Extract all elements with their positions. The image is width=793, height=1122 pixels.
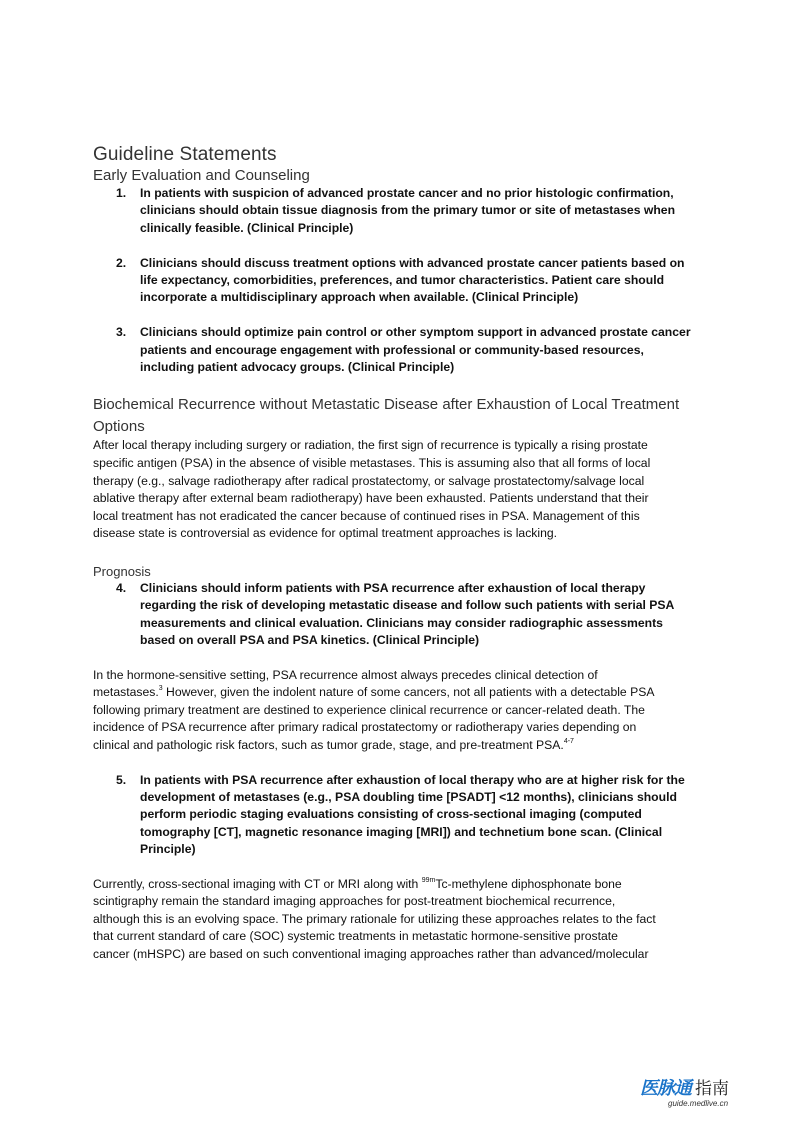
statement-3: 3. Clinicians should optimize pain control or other symptom support in advanced prostate cancer patients and encourage engagement with professional or community-based resources, including patient advocacy groups. (Clinical Principle)	[116, 325, 691, 375]
statement-5: 5. In patients with PSA recurrence after exhaustion of local therapy who are at higher risk for the development of metastases (e.g., PSA doubling time [PSADT] <12 months), clinicians should perform periodic staging evaluations consisting of cross-sectional imaging (computed tomography [CT], magnetic resonance imaging [MRI]) and technetium bone scan. (Clinical Principle)	[116, 772, 685, 857]
prognosis-paragraph-2: Currently, cross-sectional imaging with CT or MRI along with $^{99m}$Tc-methylene diphosphonate bone scintigraphy remain the standard imaging approaches for post-treatment biochemical recurrence, although this is an evolving space. The primary rationale for utilizing these approaches relates to the fact that current standard of care (SOC) systemic treatments in metastatic hormone-sensitive prostate cancer (mHSPC) are based on such conventional imaging approaches rather than advanced/molecular	[93, 876, 656, 961]
logo-mark: 医脉通	[640, 1078, 691, 1099]
spacer	[93, 307, 708, 324]
prognosis-paragraph-1: In the hormone-sensitive setting, PSA recurrence almost always precedes clinical detection of metastases.$^3$ However, given the indolent nature of some cancers, not all patients with a detectable PSA following primary treatment are destined to experience clinical recurrence or cancer-related death. The incidence of PSA recurrence after primary radical prostatectomy or radiotherapy varies depending on clinical and pathologic risk factors, such as tumor grade, stage, and pre-treatment PSA.$^{4-7}$	[93, 667, 655, 752]
statement-list-prognosis-5	[93, 772, 708, 859]
medlive-logo	[640, 1078, 750, 1112]
isotope-superscript: 99m	[421, 876, 436, 884]
statement-list-early	[93, 185, 708, 376]
statement-list-prognosis-4	[93, 580, 708, 650]
citation-superscript: 4-7	[563, 738, 574, 745]
logo-guide-text: 指南	[695, 1079, 729, 1099]
logo-url: guide.medlive.cn	[668, 1099, 729, 1108]
section-heading-biochemical-recurrence: Biochemical Recurrence without Metastatic Disease after Exhaustion of Local Treatment Options	[93, 396, 680, 435]
document-page	[93, 143, 708, 964]
spacer	[93, 237, 708, 254]
page-title: Guideline Statements	[93, 144, 277, 165]
statement-2: 2. Clinicians should discuss treatment options with advanced prostate cancer patients based on life expectancy, comorbidities, preferences, and tumor characteristics. Patient care should incorporate a multidisciplinary approach when available. (Clinical Principle)	[116, 255, 685, 305]
statement-1: 1. In patients with suspicion of advanced prostate cancer and no prior histologic confirmation, clinicians should obtain tissue diagnosis from the primary tumor or site of metastases when clinically feasible. (Clinical Principle)	[116, 186, 676, 235]
section-heading-early-evaluation: Early Evaluation and Counseling	[93, 167, 310, 184]
bcr-intro-paragraph: After local therapy including surgery or radiation, the first sign of recurrence is typically a rising prostate specific antigen (PSA) in the absence of visible metastases. This is assuming also that all forms of local therapy (e.g., salvage radiotherapy after radical prostatectomy, or salvage prostatectomy/salvage local ablative therapy after external beam radiotherapy) have been exhausted. Patients understand that their local treatment has not eradicated the cancer because of continued rises in PSA. Management of this disease state is controversial as evidence for optimal treatment approaches is lacking.	[93, 438, 651, 541]
statement-4: 4. Clinicians should inform patients with PSA recurrence after exhaustion of local therapy regarding the risk of developing metastatic disease and follow such patients with serial PSA measurements and clinical evaluation. Clinicians may consider radiographic assessments based on overall PSA and PSA kinetics. (Clinical Principle)	[116, 581, 675, 648]
subsection-heading-prognosis: Prognosis	[93, 564, 151, 579]
citation-superscript: 3	[158, 685, 163, 693]
